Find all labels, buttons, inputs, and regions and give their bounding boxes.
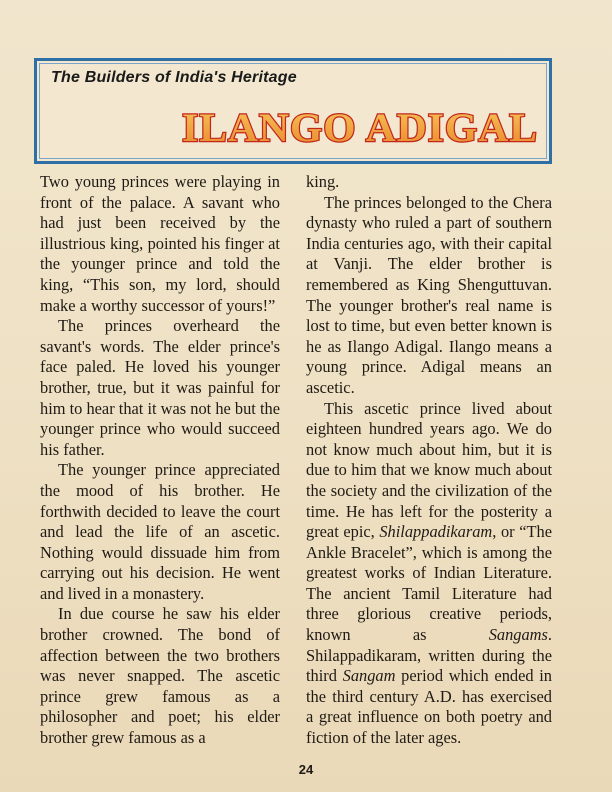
left-column [40, 172, 280, 749]
paragraph: The princes overheard the savant's words. The elder prince's face paled. He loved his younger brother, true, but it was painful for him to hear that it was not he but the younger prince who would succeed his father. [40, 316, 280, 459]
text-run: . Shilappadikaram, written during the third [306, 625, 552, 686]
paragraph: The princes belonged to the Chera dynasty who ruled a part of southern India centuries ago, with their capital at Vanji. The elder brother is remembered as King Shenguttuvan. The younger brother's real name is lost to time, but even better known is he as Ilango Adigal. Ilango means a young prince. Adigal means an ascetic. [306, 192, 552, 397]
page-number: 24 [298, 762, 314, 777]
header-box [34, 58, 552, 164]
series-title: The Builders of India's Heritage [51, 69, 297, 86]
article-title [175, 101, 545, 153]
paragraph [306, 399, 552, 749]
paragraph: Two young princes were playing in front of the palace. A savant who had just been received by the illustrious king, pointed his finger at the younger prince and told the king, “This son, my lord, should make a worthy successor of yours!” [40, 172, 280, 315]
article-title-text: ILANGO ADIGAL [182, 105, 538, 150]
right-column [306, 172, 552, 749]
term-sangams: Sangams [488, 625, 548, 645]
text-run: This ascetic prince lived about eighteen hundred years ago. We do not know much about him, but it is due to him that we know much about the society and the civilization of the time. He has left for the posterity a great epic, [306, 398, 552, 542]
text-run: , or “The Ankle Bracelet”, which is among the greatest works of Indian Literature. The ancient Tamil Literature had three glorious creative periods, known as [306, 522, 552, 645]
paragraph: The younger prince appreciated the mood of his brother. He forthwith decided to leave the court and lead the life of an ascetic. Nothing would dissuade him from carrying out his decision. He went and lived in a monastery. [40, 460, 280, 603]
epic-title: Shilappadikaram [379, 522, 493, 542]
text-run: period which ended in the third century A.D. has exercised a great influence on both poetry and fiction of the later ages. [306, 666, 552, 748]
paragraph: In due course he saw his elder brother crowned. The bond of affection between the two brothers was never snapped. The ascetic prince grew famous as a philosopher and poet; his elder brother grew famous as a [40, 604, 280, 748]
article-title-art [175, 101, 545, 153]
term-sangam: Sangam [342, 666, 396, 686]
paragraph-continuation: king. [306, 172, 340, 191]
